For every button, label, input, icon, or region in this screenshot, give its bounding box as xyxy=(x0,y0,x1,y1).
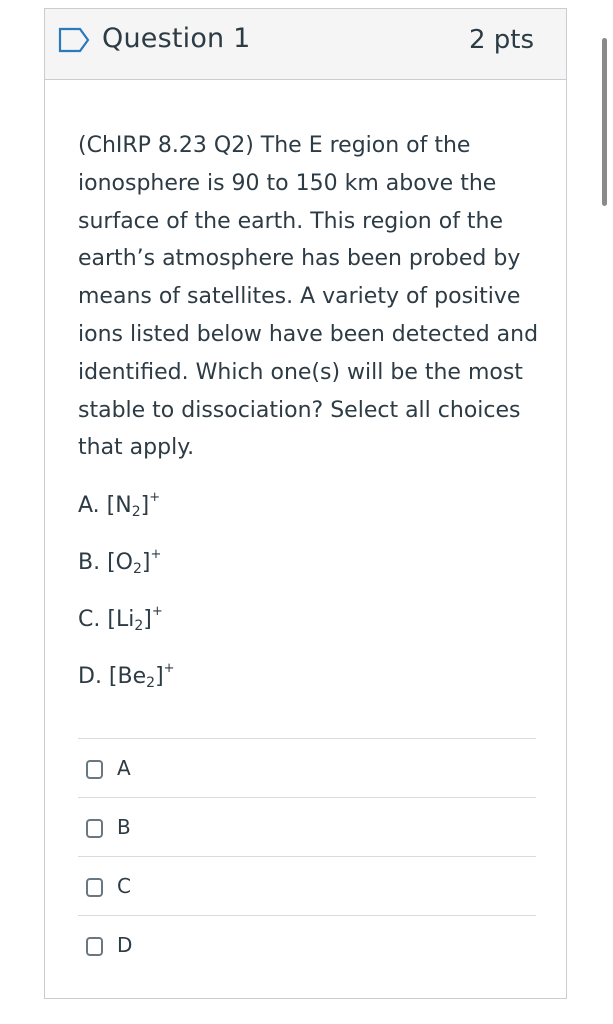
ion-option: A. $[N_2]^+$ xyxy=(78,490,161,520)
ion-option: C. $[Li_2]^+$ xyxy=(78,604,163,634)
question-text: (ChIRP 8.23 Q2) The E region of the ionosphere is 90 to 150 km above the surface of the earth. This region of the earth’s atmosphere has been probed by means of satellites. A variety of positive ions listed below have been detected and identified. Which one(s) will be the most stable to dissociation? Select all choices that apply. xyxy=(78,133,539,461)
question-points: 2 pts xyxy=(468,25,534,55)
scrollbar[interactable] xyxy=(602,38,607,206)
ion-option: D. $[Be_2]^+$ xyxy=(78,661,175,691)
question-title: Question 1 xyxy=(102,23,251,54)
checkbox[interactable] xyxy=(86,937,103,956)
flag-question-icon[interactable] xyxy=(58,27,90,53)
checkbox[interactable] xyxy=(86,819,103,838)
ion-options-list xyxy=(78,490,175,718)
answer-choices xyxy=(78,738,536,974)
answer-option-b[interactable] xyxy=(78,797,536,856)
question-card xyxy=(44,8,567,999)
checkbox[interactable] xyxy=(86,878,103,897)
answer-label[interactable]: C xyxy=(117,874,131,898)
answer-label[interactable]: A xyxy=(117,756,131,780)
answer-label[interactable]: D xyxy=(117,933,133,957)
answer-option-c[interactable] xyxy=(78,856,536,915)
answer-option-d[interactable] xyxy=(78,915,536,974)
ion-option: B. $[O_2]^+$ xyxy=(78,547,162,577)
checkbox[interactable] xyxy=(86,760,103,779)
answer-option-a[interactable] xyxy=(78,738,536,797)
question-header xyxy=(45,9,566,80)
answer-label[interactable]: B xyxy=(117,815,131,839)
